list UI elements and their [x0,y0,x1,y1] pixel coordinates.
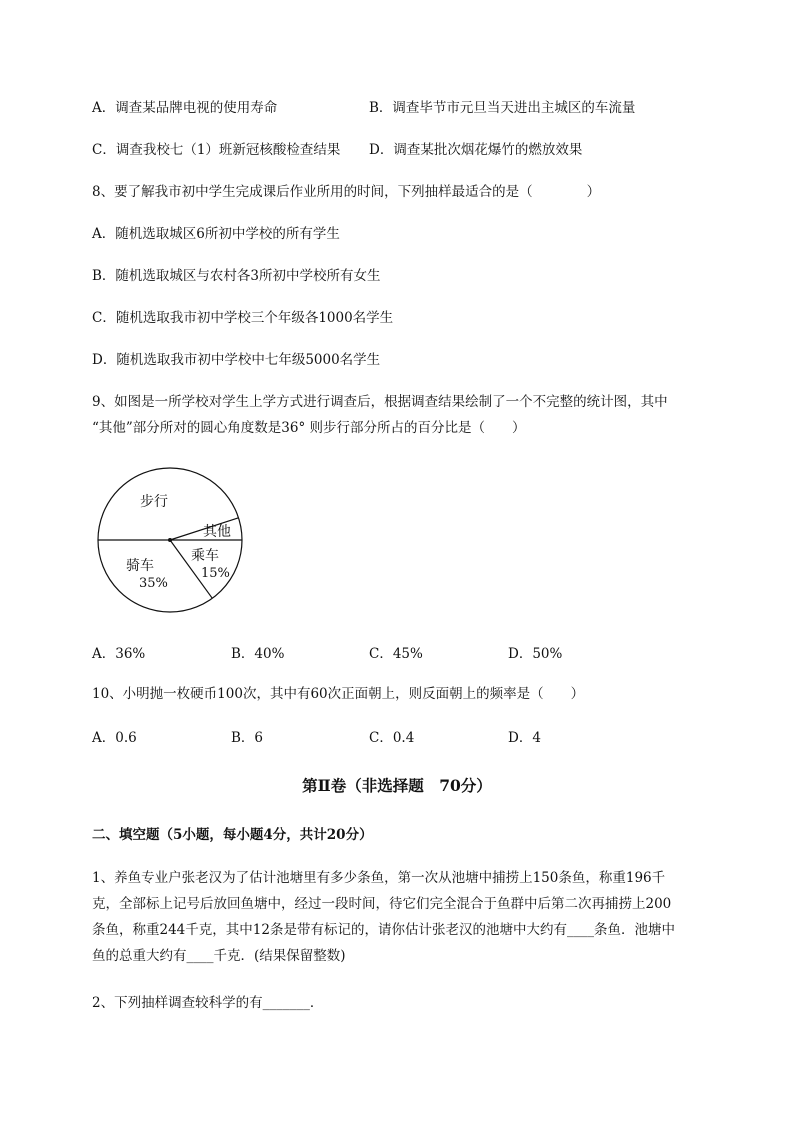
q7-option-c: C．调查我校七（1）班新冠核酸检查结果 [92,142,341,158]
q9-stem-line2: “其他”部分所对的圆心角度数是36° 则步行部分所占的百分比是（ ） [92,420,526,436]
label-bike: 骑车 [126,558,154,574]
label-other: 其他 [203,524,231,540]
section-fill-blank-heading: 二、填空题（5小题，每小题4分，共计20分） [92,827,373,843]
q9-option-d: D．50% [508,646,563,662]
q10-option-a: A．0.6 [92,730,137,746]
q8-stem: 8、要了解我市初中学生完成课后作业所用的时间，下列抽样最适合的是（ ） [92,184,601,200]
q9-option-b: B．40% [231,646,285,662]
label-bus-pct: 15% [201,566,230,581]
q7-option-b: B．调查毕节市元旦当天进出主城区的车流量 [369,100,636,116]
q8-option-a: A．随机选取城区6所初中学校的所有学生 [92,226,340,242]
label-bus: 乘车 [191,548,219,564]
label-bike-pct: 35% [139,576,168,591]
q7-option-a: A．调查某品牌电视的使用寿命 [92,100,278,116]
q8-option-c: C．随机选取我市初中学校三个年级各1000名学生 [92,310,394,326]
q9-option-c: C．45% [369,646,423,662]
q10-option-d: D．4 [508,730,541,746]
fill1-line3: 条鱼，称重244千克，其中12条是带有标记的，请你估计张老汉的池塘中大约有____条鱼．池塘中 [92,922,675,938]
fill1-line2: 克，全部标上记号后放回鱼塘中，经过一段时间，待它们完全混合于鱼群中后第二次再捕捞上200 [92,896,672,912]
fill1-line1: 1、养鱼专业户张老汉为了估计池塘里有多少条鱼，第一次从池塘中捕捞上150条鱼，称重196千 [92,870,666,886]
q8-option-d: D．随机选取我市初中学校中七年级5000名学生 [92,352,381,368]
q7-option-d: D．调查某批次烟花爆竹的燃放效果 [369,142,583,158]
q9-stem-line1: 9、如图是一所学校对学生上学方式进行调查后，根据调查结果绘制了一个不完整的统计图，其中 [92,394,668,410]
q8-option-b: B．随机选取城区与农村各3所初中学校所有女生 [92,268,381,284]
part2-title: 第Ⅱ卷（非选择题 70分） [302,776,492,795]
pie-center-dot [168,538,172,542]
pie-chart [90,460,250,620]
fill2-stem: 2、下列抽样调查较科学的有_______． [92,995,324,1011]
fill1-line4: 鱼的总重大约有____千克．(结果保留整数) [92,948,346,964]
q10-option-b: B．6 [231,730,264,746]
q9-option-a: A．36% [92,646,146,662]
label-walk: 步行 [140,494,168,510]
q10-stem: 10、小明抛一枚硬币100次，其中有60次正面朝上，则反面朝上的频率是（ ） [92,686,585,702]
q10-option-c: C．0.4 [369,730,415,746]
